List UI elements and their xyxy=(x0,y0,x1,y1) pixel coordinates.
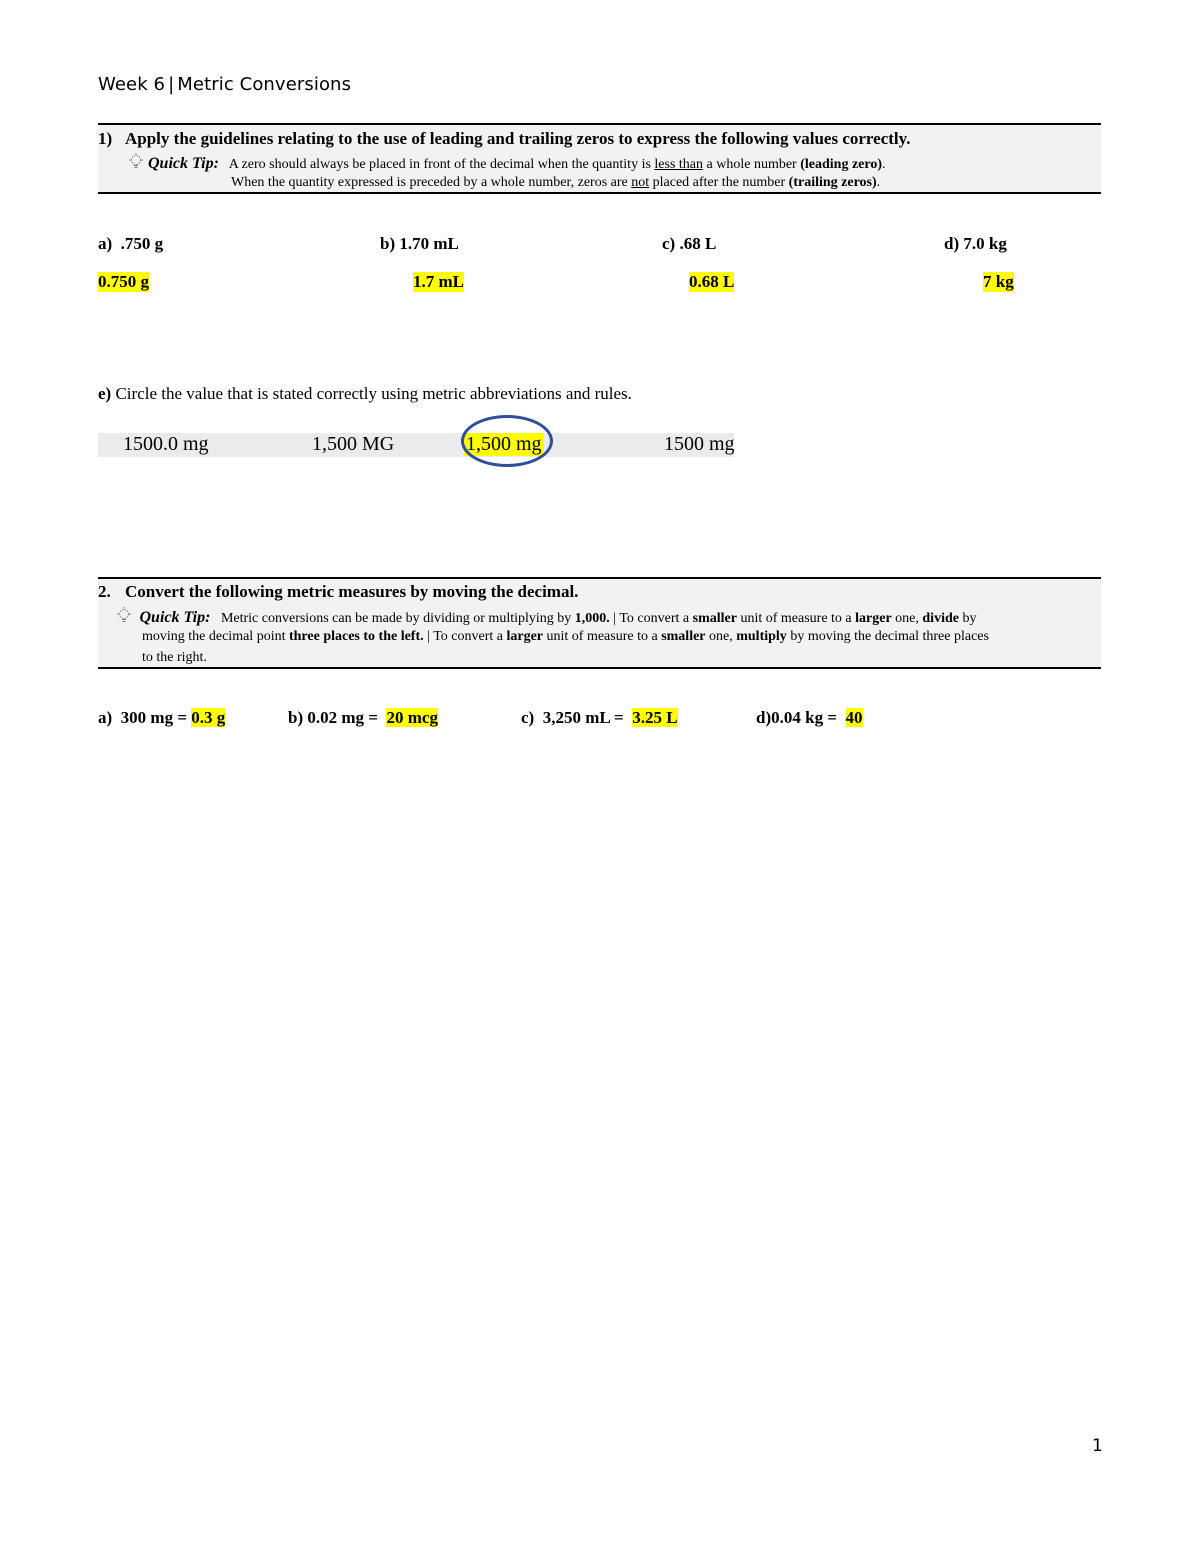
question-1-title xyxy=(98,129,910,149)
header-title: Metric Conversions xyxy=(177,74,352,95)
page-header xyxy=(98,74,351,95)
tip-text: moving the decimal point xyxy=(142,629,286,644)
choice-3-circled[interactable]: 1,500 mg xyxy=(466,433,542,455)
tip-bold-text: (leading zero) xyxy=(800,157,882,172)
item-label: b) xyxy=(380,234,396,253)
q2-item-c xyxy=(521,708,678,728)
lightbulb-icon xyxy=(128,153,144,176)
question-2-tip-line-2 xyxy=(142,629,989,645)
tip-text: unit of measure to a xyxy=(546,629,658,644)
tip-bold-text: divide xyxy=(922,611,959,626)
item-value: .750 g xyxy=(120,234,164,253)
question-2-tip-line-1 xyxy=(116,607,976,630)
tip-text: by xyxy=(962,611,977,626)
item-answer: 3.25 L xyxy=(632,708,678,727)
tip-bold-text: larger xyxy=(855,611,892,626)
item-expression: 0.02 mg = xyxy=(307,708,378,727)
q1-item-e-prompt xyxy=(98,384,632,404)
q1-answer-b: 1.7 mL xyxy=(413,272,464,291)
tip-bold-text: three places to the left. xyxy=(288,629,424,644)
tip-separator: | xyxy=(427,629,430,644)
tip-text: A zero should always be placed in front of the decimal when the quantity is xyxy=(228,157,651,172)
tip-separator: | xyxy=(613,611,617,626)
item-expression: 300 mg = xyxy=(120,708,188,727)
question-1-box xyxy=(98,123,1101,194)
item-value: 7.0 kg xyxy=(963,234,1007,253)
q1-item-b xyxy=(380,234,459,254)
tip-text: one, xyxy=(709,629,733,644)
item-label: a) xyxy=(98,234,113,253)
question-1-tip-line-2 xyxy=(231,175,880,191)
item-value: .68 L xyxy=(679,234,717,253)
tip-text: a whole number xyxy=(706,157,797,172)
item-label: c) xyxy=(521,708,535,727)
tip-text: by moving the decimal three places xyxy=(790,629,989,644)
tip-bold-text: 1,000. xyxy=(574,611,610,626)
item-answer: 40 xyxy=(845,708,863,727)
question-1-tip-line-1 xyxy=(128,153,886,176)
header-separator: | xyxy=(168,74,175,95)
item-label: d) xyxy=(756,708,772,727)
tip-bold-text: larger xyxy=(506,629,543,644)
q2-item-d xyxy=(756,708,863,728)
circle-annotation xyxy=(461,415,553,467)
choice-2[interactable]: 1,500 MG xyxy=(312,433,395,455)
q1-item-d xyxy=(944,234,1007,254)
tip-underlined-text: not xyxy=(631,175,650,190)
tip-bold-text: multiply xyxy=(736,629,787,644)
tip-bold-text: smaller xyxy=(692,611,737,626)
question-2-number: 2. xyxy=(98,582,111,601)
tip-text: one, xyxy=(895,611,919,626)
item-expression: 0.04 kg = xyxy=(771,708,838,727)
q1-item-c xyxy=(662,234,716,254)
tip-text: unit of measure to a xyxy=(740,611,852,626)
q1-answer-a: 0.750 g xyxy=(98,272,149,291)
item-answer: 20 mcg xyxy=(386,708,438,727)
tip-text: . xyxy=(882,157,886,172)
tip-text: to the right. xyxy=(142,650,207,665)
item-label: e) xyxy=(98,384,112,403)
question-2-tip-line-3 xyxy=(142,650,207,666)
item-answer: 0.3 g xyxy=(191,708,226,727)
page-number: 1 xyxy=(1092,1436,1103,1456)
question-2-tip-label: Quick Tip: xyxy=(139,609,211,626)
item-expression: 3,250 mL = xyxy=(542,708,624,727)
question-2-text: Convert the following metric measures by moving the decimal. xyxy=(125,582,579,601)
header-week: Week 6 xyxy=(98,74,166,95)
question-2-title xyxy=(98,582,578,602)
question-2-box xyxy=(98,577,1101,669)
tip-text: . xyxy=(876,175,881,190)
q1-answer-d: 7 kg xyxy=(983,272,1014,291)
item-label: c) xyxy=(662,234,676,253)
tip-text: To convert a xyxy=(619,611,690,626)
q2-item-a xyxy=(98,708,225,728)
tip-text: When the quantity expressed is preceded by a whole number, zeros are xyxy=(231,175,628,190)
item-prompt: Circle the value that is stated correctly using metric abbreviations and rules. xyxy=(115,384,632,403)
question-1-text: Apply the guidelines relating to the use of leading and trailing zeros to express the following values correctly. xyxy=(125,129,911,148)
choice-4[interactable]: 1500 mg xyxy=(664,433,735,455)
tip-underlined-text: less than xyxy=(654,157,704,172)
tip-bold-text: (trailing zeros) xyxy=(788,175,877,190)
q1-item-a xyxy=(98,234,163,254)
item-label: d) xyxy=(944,234,960,253)
tip-text: Metric conversions can be made by dividing or multiplying by xyxy=(220,611,572,626)
question-1-tip-label: Quick Tip: xyxy=(148,155,219,172)
tip-text: To convert a xyxy=(433,629,503,644)
q1-answer-c: 0.68 L xyxy=(689,272,735,291)
question-1-number: 1) xyxy=(98,129,113,148)
tip-bold-text: smaller xyxy=(661,629,706,644)
item-label: a) xyxy=(98,708,113,727)
lightbulb-icon xyxy=(116,607,132,630)
item-label: b) xyxy=(288,708,304,727)
tip-text: placed after the number xyxy=(652,175,786,190)
choice-1[interactable]: 1500.0 mg xyxy=(123,433,209,455)
q2-item-b xyxy=(288,708,438,728)
item-value: 1.70 mL xyxy=(399,234,459,253)
